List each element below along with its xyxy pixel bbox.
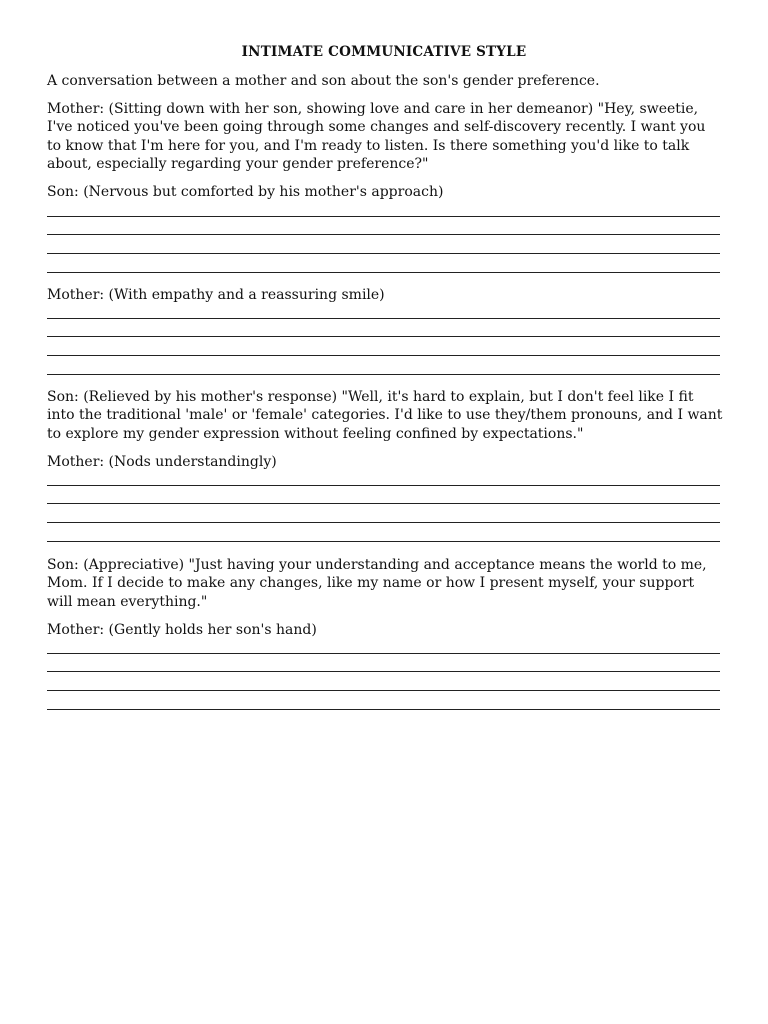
son-prompt-3: Son: (Appreciative) "Just having your understanding and acceptance means the world to me, Mom. If I decide to make any changes, like my name or how I present myself, your support will mean everything." — [47, 557, 707, 610]
answer-line[interactable] — [47, 272, 720, 273]
mother-prompt-2: Mother: (With empathy and a reassuring smile) — [47, 287, 385, 303]
son-prompt-2: Son: (Relieved by his mother's response) "Well, it's hard to explain, but I don't feel like I fit into the traditional 'male' or 'female' categories. I'd like to use they/them pronouns, and I want to explore my gender expression without feeling confined by expectations." — [47, 389, 723, 442]
son-prompt-1: Son: (Nervous but comforted by his mother's approach) — [47, 184, 444, 200]
answer-line[interactable] — [47, 253, 720, 254]
intro-text: A conversation between a mother and son about the son's gender preference. — [47, 73, 600, 89]
answer-line[interactable] — [47, 374, 720, 375]
answer-line[interactable] — [47, 522, 720, 523]
answer-line[interactable] — [47, 355, 720, 356]
mother-prompt-1: Mother: (Sitting down with her son, showing love and care in her demeanor) "Hey, sweetie, I've noticed you've been going through some changes and self-discovery recently. I want you to know that I'm here for you, and I'm ready to listen. Is there something you'd like to talk about, especially regarding your gender preference?" — [47, 101, 706, 173]
answer-line[interactable] — [47, 234, 720, 235]
answer-line[interactable] — [47, 503, 720, 504]
answer-line[interactable] — [47, 336, 720, 337]
mother-prompt-3: Mother: (Nods understandingly) — [47, 454, 277, 470]
answer-line[interactable] — [47, 653, 720, 654]
answer-line[interactable] — [47, 709, 720, 710]
answer-line[interactable] — [47, 671, 720, 672]
answer-line[interactable] — [47, 485, 720, 486]
answer-line[interactable] — [47, 541, 720, 542]
page-title: INTIMATE COMMUNICATIVE STYLE — [241, 44, 527, 60]
answer-line[interactable] — [47, 318, 720, 319]
answer-line[interactable] — [47, 690, 720, 691]
mother-prompt-4: Mother: (Gently holds her son's hand) — [47, 622, 317, 638]
answer-line[interactable] — [47, 216, 720, 217]
